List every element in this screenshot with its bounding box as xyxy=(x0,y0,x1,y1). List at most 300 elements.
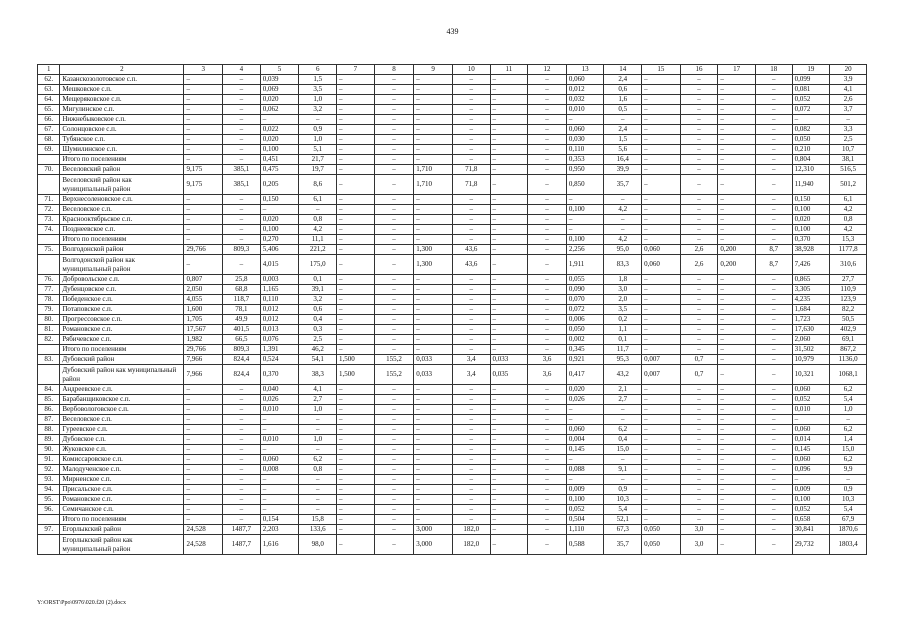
table-cell: – xyxy=(452,195,490,205)
table-cell: – xyxy=(374,485,414,495)
table-row xyxy=(38,335,867,345)
table-row xyxy=(38,275,867,285)
table-cell: – xyxy=(374,155,414,165)
table-cell: 50,5 xyxy=(830,315,867,325)
table-cell: – xyxy=(755,535,792,555)
row-name: Дубовский район как муниципальный район xyxy=(60,365,184,385)
table-cell: – xyxy=(528,485,567,495)
table-cell: 0,096 xyxy=(792,465,830,475)
table-cell: 7,966 xyxy=(184,355,223,365)
table-cell: – xyxy=(490,435,528,445)
table-cell: – xyxy=(718,525,756,535)
table-cell: – xyxy=(718,495,756,505)
table-cell: 175,0 xyxy=(299,255,337,275)
table-cell: 1,165 xyxy=(260,285,299,295)
table-cell: – xyxy=(718,455,756,465)
table-cell: 0,010 xyxy=(260,435,299,445)
table-cell: 0,004 xyxy=(566,435,604,445)
table-cell: – xyxy=(260,495,299,505)
table-cell: – xyxy=(184,385,223,395)
table-row xyxy=(38,125,867,135)
table-cell: – xyxy=(718,465,756,475)
table-cell: 7,966 xyxy=(184,365,223,385)
table-row xyxy=(38,95,867,105)
table-cell: 1870,6 xyxy=(830,525,867,535)
table-cell: – xyxy=(528,305,567,315)
table-cell: – xyxy=(680,445,718,455)
table-cell: – xyxy=(184,455,223,465)
table-cell: – xyxy=(414,215,453,225)
table-cell: 0,013 xyxy=(260,325,299,335)
table-cell: 3,0 xyxy=(680,535,718,555)
table-cell: 0,012 xyxy=(260,315,299,325)
table-cell: – xyxy=(337,505,375,515)
table-row xyxy=(38,225,867,235)
row-number: 88. xyxy=(38,425,60,435)
table-cell: – xyxy=(718,355,756,365)
table-row xyxy=(38,385,867,395)
table-cell: – xyxy=(718,385,756,395)
table-cell: – xyxy=(566,415,604,425)
table-row xyxy=(38,395,867,405)
table-cell: – xyxy=(642,405,681,415)
table-cell: – xyxy=(718,165,756,175)
table-cell: 0,032 xyxy=(566,95,604,105)
table-cell: – xyxy=(490,335,528,345)
table-cell: – xyxy=(528,105,567,115)
table-cell: – xyxy=(223,445,261,455)
table-row xyxy=(38,235,867,245)
table-cell: – xyxy=(680,435,718,445)
table-cell: – xyxy=(223,455,261,465)
table-cell: – xyxy=(414,335,453,345)
table-cell: – xyxy=(490,175,528,195)
table-cell: – xyxy=(680,105,718,115)
table-cell: – xyxy=(490,445,528,455)
table-cell: – xyxy=(680,315,718,325)
table-cell: 0,370 xyxy=(792,235,830,245)
table-cell: – xyxy=(374,385,414,395)
column-number: 12 xyxy=(528,65,567,75)
table-cell: – xyxy=(184,85,223,95)
table-cell: – xyxy=(299,505,337,515)
table-cell: 82,2 xyxy=(830,305,867,315)
table-cell: – xyxy=(337,325,375,335)
table-cell: 10,3 xyxy=(604,495,642,505)
row-name: Барабанщиковское с.п. xyxy=(60,395,184,405)
row-name: Малодученское с.п. xyxy=(60,465,184,475)
table-cell: – xyxy=(337,105,375,115)
table-cell: 35,7 xyxy=(604,535,642,555)
table-cell: – xyxy=(755,295,792,305)
table-cell: 0,010 xyxy=(792,405,830,415)
table-cell: – xyxy=(604,115,642,125)
table-row xyxy=(38,115,867,125)
table-cell: 9,9 xyxy=(830,465,867,475)
table-cell: – xyxy=(528,415,567,425)
table-row xyxy=(38,155,867,165)
table-cell: 0,100 xyxy=(260,145,299,155)
table-cell: – xyxy=(223,465,261,475)
table-cell: – xyxy=(374,335,414,345)
table-cell: 5,1 xyxy=(299,145,337,155)
table-cell: 0,8 xyxy=(830,215,867,225)
table-cell: – xyxy=(452,405,490,415)
table-cell: – xyxy=(642,435,681,445)
table-cell: – xyxy=(718,225,756,235)
table-cell: 0,033 xyxy=(414,355,453,365)
table-cell: 1,616 xyxy=(260,535,299,555)
table-cell: – xyxy=(528,505,567,515)
table-cell: – xyxy=(260,415,299,425)
table-cell: – xyxy=(528,395,567,405)
table-cell: – xyxy=(604,225,642,235)
table-cell: – xyxy=(680,135,718,145)
table-cell: – xyxy=(680,285,718,295)
table-cell: – xyxy=(680,205,718,215)
table-cell: – xyxy=(490,145,528,155)
table-cell: – xyxy=(642,515,681,525)
table-cell: – xyxy=(642,275,681,285)
table-cell: – xyxy=(718,235,756,245)
table-cell: – xyxy=(528,295,567,305)
table-cell: 0,8 xyxy=(299,215,337,225)
table-cell: – xyxy=(718,175,756,195)
table-cell: 0,020 xyxy=(260,215,299,225)
table-cell: – xyxy=(528,275,567,285)
table-row xyxy=(38,75,867,85)
row-number: 86. xyxy=(38,405,60,415)
row-name: Казанскозолотовское с.п. xyxy=(60,75,184,85)
table-cell: – xyxy=(718,405,756,415)
table-cell: – xyxy=(374,245,414,255)
table-cell: 8,7 xyxy=(755,245,792,255)
table-cell: – xyxy=(337,215,375,225)
row-name: Потаповское с.п. xyxy=(60,305,184,315)
table-cell: – xyxy=(680,345,718,355)
table-cell: – xyxy=(755,525,792,535)
column-number: 14 xyxy=(604,65,642,75)
row-name: Итого по поселениям xyxy=(60,155,184,165)
table-cell: – xyxy=(755,425,792,435)
table-cell: 0,5 xyxy=(604,105,642,115)
column-number: 9 xyxy=(414,65,453,75)
table-cell: – xyxy=(414,415,453,425)
table-cell: – xyxy=(604,415,642,425)
row-number: 80. xyxy=(38,315,60,325)
table-cell: 5,6 xyxy=(604,145,642,155)
table-cell: – xyxy=(184,115,223,125)
header-row xyxy=(38,65,867,75)
table-cell: 0,353 xyxy=(566,155,604,165)
table-cell: – xyxy=(680,95,718,105)
table-cell: – xyxy=(680,115,718,125)
table-row xyxy=(38,405,867,415)
table-cell: 0,4 xyxy=(299,315,337,325)
table-cell: – xyxy=(490,385,528,395)
table-cell: – xyxy=(490,325,528,335)
table-cell: – xyxy=(490,165,528,175)
table-cell: – xyxy=(642,155,681,165)
row-name: Егорлыкский район как муниципальный район xyxy=(60,535,184,555)
table-cell: 0,1 xyxy=(604,335,642,345)
table-cell: – xyxy=(184,215,223,225)
table-cell: 1,723 xyxy=(792,315,830,325)
table-cell: 6,1 xyxy=(299,195,337,205)
table-cell: 0,033 xyxy=(490,355,528,365)
table-cell: 3,0 xyxy=(680,525,718,535)
table-cell: 3,4 xyxy=(452,365,490,385)
table-cell: – xyxy=(718,85,756,95)
table-cell: – xyxy=(755,175,792,195)
row-number: 73. xyxy=(38,215,60,225)
table-cell: – xyxy=(642,85,681,95)
table-cell: – xyxy=(299,475,337,485)
table-cell: – xyxy=(642,345,681,355)
table-cell: – xyxy=(452,215,490,225)
row-name: Волгодонской район xyxy=(60,245,184,255)
table-cell: 0,052 xyxy=(792,95,830,105)
table-cell: 0,4 xyxy=(604,435,642,445)
table-cell: – xyxy=(452,435,490,445)
table-cell: – xyxy=(414,505,453,515)
table-cell: – xyxy=(642,495,681,505)
table-cell: – xyxy=(755,95,792,105)
table-cell: 1,600 xyxy=(184,305,223,315)
table-cell: 0,504 xyxy=(566,515,604,525)
row-number: 64. xyxy=(38,95,60,105)
table-cell: – xyxy=(414,105,453,115)
table-cell: – xyxy=(642,445,681,455)
table-cell: – xyxy=(414,495,453,505)
row-name: Вербовологовское с.п. xyxy=(60,405,184,415)
row-number: 74. xyxy=(38,225,60,235)
table-cell: – xyxy=(755,235,792,245)
table-cell: – xyxy=(452,75,490,85)
table-cell: 5,4 xyxy=(604,505,642,515)
table-cell: 3,6 xyxy=(528,355,567,365)
table-cell: 8,6 xyxy=(299,175,337,195)
table-cell: – xyxy=(374,445,414,455)
table-cell: – xyxy=(718,115,756,125)
table-cell: 0,020 xyxy=(260,95,299,105)
table-cell: – xyxy=(374,415,414,425)
table-cell: 15,0 xyxy=(604,445,642,455)
table-cell: – xyxy=(642,225,681,235)
table-cell: – xyxy=(528,245,567,255)
table-cell: 10,321 xyxy=(792,365,830,385)
table-cell: 0,345 xyxy=(566,345,604,355)
table-cell: 809,3 xyxy=(223,345,261,355)
table-cell: – xyxy=(337,195,375,205)
row-name: Комиссаровское с.п. xyxy=(60,455,184,465)
table-cell: 133,6 xyxy=(299,525,337,535)
table-row xyxy=(38,415,867,425)
table-cell: 0,072 xyxy=(792,105,830,115)
table-cell: – xyxy=(528,315,567,325)
row-name: Присальское с.п. xyxy=(60,485,184,495)
table-cell: – xyxy=(223,255,261,275)
table-cell: 69,1 xyxy=(830,335,867,345)
row-name: Мещеряковское с.п. xyxy=(60,95,184,105)
table-cell: 0,012 xyxy=(260,305,299,315)
table-cell: – xyxy=(299,485,337,495)
row-name: Прогрессовское с.п. xyxy=(60,315,184,325)
table-cell: – xyxy=(680,215,718,225)
table-cell: – xyxy=(414,395,453,405)
table-cell: – xyxy=(490,505,528,515)
table-cell: – xyxy=(755,355,792,365)
table-cell: – xyxy=(755,415,792,425)
row-number xyxy=(38,535,60,555)
table-row xyxy=(38,495,867,505)
table-cell: – xyxy=(490,395,528,405)
table-cell: – xyxy=(755,125,792,135)
table-cell: – xyxy=(718,275,756,285)
table-cell: – xyxy=(414,475,453,485)
table-row xyxy=(38,245,867,255)
table-cell: 3,4 xyxy=(452,355,490,365)
table-cell: – xyxy=(718,285,756,295)
table-cell: 1,684 xyxy=(792,305,830,315)
table-row xyxy=(38,205,867,215)
table-cell: – xyxy=(490,195,528,205)
table-cell: – xyxy=(718,295,756,305)
table-cell: – xyxy=(337,255,375,275)
table-cell: – xyxy=(374,85,414,95)
table-cell: – xyxy=(528,115,567,125)
row-name: Рябичевское с.п. xyxy=(60,335,184,345)
table-cell: 0,088 xyxy=(566,465,604,475)
table-cell: – xyxy=(755,135,792,145)
table-cell: – xyxy=(374,225,414,235)
row-number: 83. xyxy=(38,355,60,365)
row-name: Дубовское с.п. xyxy=(60,435,184,445)
table-cell: – xyxy=(718,425,756,435)
table-cell: – xyxy=(414,485,453,495)
table-cell: 83,3 xyxy=(604,255,642,275)
table-cell: – xyxy=(337,435,375,445)
table-cell: 1,5 xyxy=(299,75,337,85)
table-cell: – xyxy=(755,285,792,295)
table-cell: 0,2 xyxy=(604,315,642,325)
table-cell: 11,1 xyxy=(299,235,337,245)
table-row xyxy=(38,315,867,325)
table-cell: – xyxy=(414,115,453,125)
table-cell: – xyxy=(452,295,490,305)
table-cell: – xyxy=(223,215,261,225)
table-cell: – xyxy=(223,425,261,435)
table-cell: 0,026 xyxy=(260,395,299,405)
table-cell: – xyxy=(680,275,718,285)
table-cell: 824,4 xyxy=(223,355,261,365)
table-cell: – xyxy=(755,105,792,115)
table-cell: – xyxy=(414,425,453,435)
table-cell: – xyxy=(642,415,681,425)
table-cell: – xyxy=(452,305,490,315)
table-cell: – xyxy=(528,435,567,445)
table-cell: – xyxy=(642,425,681,435)
table-cell: – xyxy=(299,445,337,455)
table-cell: 0,865 xyxy=(792,275,830,285)
table-cell: – xyxy=(718,415,756,425)
table-cell: – xyxy=(680,125,718,135)
table-cell: 1177,8 xyxy=(830,245,867,255)
table-cell: – xyxy=(528,285,567,295)
table-cell: 0,100 xyxy=(792,225,830,235)
table-cell: 16,4 xyxy=(604,155,642,165)
table-cell: – xyxy=(566,115,604,125)
table-cell: – xyxy=(374,515,414,525)
row-number: 70. xyxy=(38,165,60,175)
table-cell: – xyxy=(830,115,867,125)
table-cell: – xyxy=(452,135,490,145)
table-cell: – xyxy=(223,485,261,495)
table-cell: – xyxy=(337,525,375,535)
table-cell: – xyxy=(223,415,261,425)
table-cell: 31,502 xyxy=(792,345,830,355)
table-row xyxy=(38,105,867,115)
table-cell: – xyxy=(452,345,490,355)
table-cell: 0,145 xyxy=(792,445,830,455)
row-number: 62. xyxy=(38,75,60,85)
table-cell: – xyxy=(337,175,375,195)
table-cell: – xyxy=(337,415,375,425)
table-cell: 0,010 xyxy=(260,405,299,415)
table-cell: – xyxy=(680,405,718,415)
column-number: 15 xyxy=(642,65,681,75)
page-number: 439 xyxy=(446,27,459,36)
table-cell: 0,451 xyxy=(260,155,299,165)
table-cell: – xyxy=(642,325,681,335)
table-cell: – xyxy=(680,325,718,335)
table-cell: – xyxy=(718,515,756,525)
table-cell: 0,1 xyxy=(299,275,337,285)
row-name: Позднеевское с.п. xyxy=(60,225,184,235)
table-cell: – xyxy=(337,495,375,505)
table-cell: 67,3 xyxy=(604,525,642,535)
table-cell: 4,2 xyxy=(604,205,642,215)
table-cell: – xyxy=(755,145,792,155)
table-cell: – xyxy=(452,415,490,425)
table-cell: 67,9 xyxy=(830,515,867,525)
table-cell: – xyxy=(528,75,567,85)
table-cell: – xyxy=(490,105,528,115)
row-number: 69. xyxy=(38,145,60,155)
table-cell: – xyxy=(680,235,718,245)
row-number: 91. xyxy=(38,455,60,465)
table-cell: – xyxy=(184,495,223,505)
table-cell: – xyxy=(337,235,375,245)
table-cell: – xyxy=(374,175,414,195)
table-cell: 8,7 xyxy=(755,255,792,275)
table-cell: – xyxy=(755,345,792,355)
row-name: Волгодонской район как муниципальный район xyxy=(60,255,184,275)
table-cell: – xyxy=(755,275,792,285)
table-cell: – xyxy=(414,155,453,165)
table-cell: – xyxy=(490,465,528,475)
table-cell: – xyxy=(452,425,490,435)
row-number xyxy=(38,255,60,275)
table-cell: 46,2 xyxy=(299,345,337,355)
table-cell: – xyxy=(184,125,223,135)
table-cell: – xyxy=(490,405,528,415)
row-number: 87. xyxy=(38,415,60,425)
table-cell: – xyxy=(528,495,567,505)
column-number: 1 xyxy=(38,65,60,75)
table-cell: – xyxy=(642,305,681,315)
table-cell: – xyxy=(680,195,718,205)
